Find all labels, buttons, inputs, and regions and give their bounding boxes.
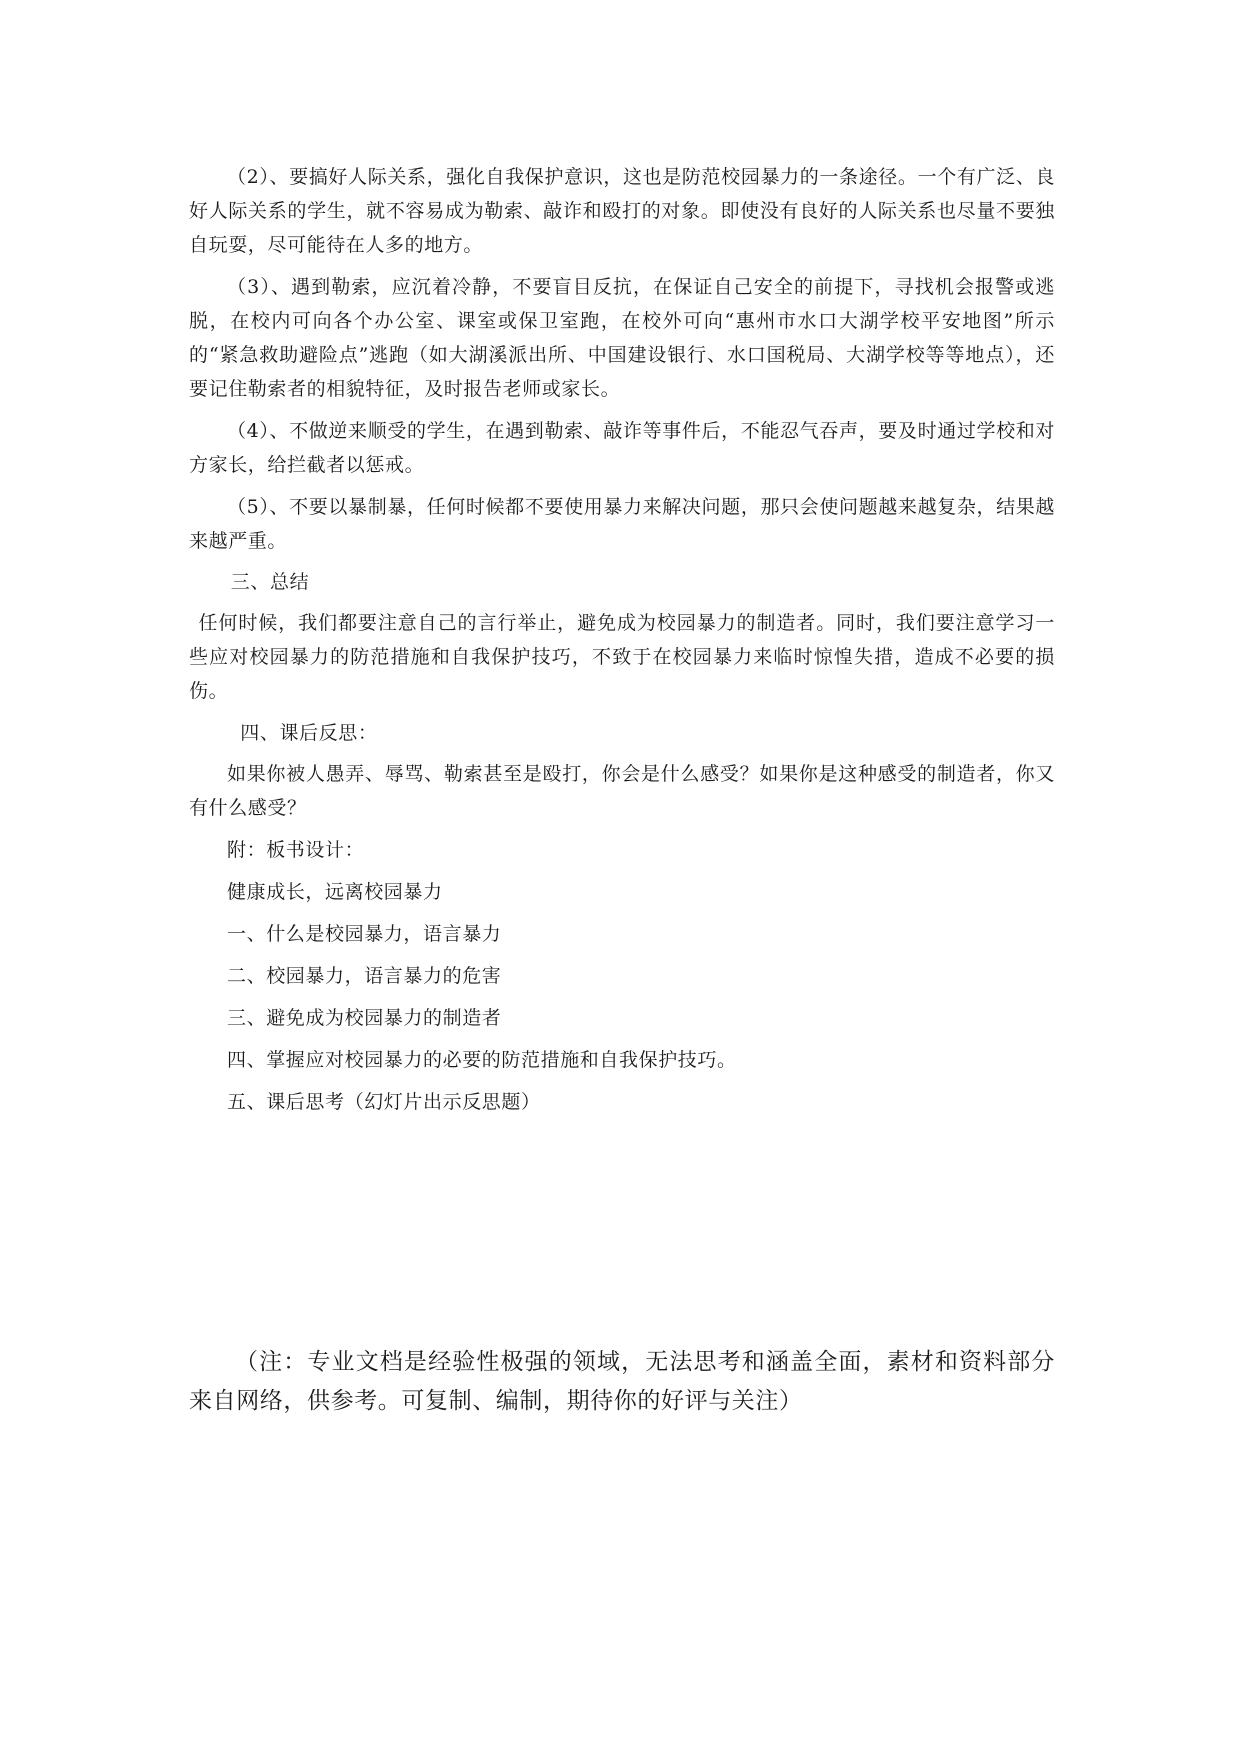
section-3-text: 任何时候，我们都要注意自己的言行举止，避免成为校园暴力的制造者。同时，我们要注意学习一些应对校园暴力的防范措施和自我保护技巧，不致于在校园暴力来临时惊惶失措，造成不必要的损伤。 — [189, 612, 1055, 702]
appendix-item-1: 一、什么是校园暴力，语言暴力 — [227, 923, 502, 945]
section-3-heading: 三、总结 — [230, 571, 310, 593]
appendix-item-5: 五、课后思考（幻灯片出示反思题） — [227, 1091, 541, 1113]
disclaimer-note: （注：专业文档是经验性极强的领域，无法思考和涵盖全面，素材和资料部分来自网络，供参考。可复制、编制，期待你的好评与关注） — [189, 1349, 1055, 1414]
section-4-heading: 四、课后反思： — [240, 722, 378, 744]
section-4-text: 如果你被人愚弄、辱骂、勒索甚至是殴打，你会是什么感受？如果你是这种感受的制造者，你又有什么感受？ — [189, 763, 1055, 819]
appendix-item-3: 三、避免成为校园暴力的制造者 — [227, 1007, 502, 1029]
paragraph-item-5: （5）、不要以暴制暴，任何时候都不要使用暴力来解决问题，那只会使问题越来越复杂，结果越来越严重。 — [189, 496, 1055, 552]
appendix-heading: 附：板书设计： — [227, 839, 365, 861]
paragraph-item-3: （3）、遇到勒索，应沉着冷静，不要盲目反抗，在保证自己安全的前提下，寻找机会报警或逃脱，在校内可向各个办公室、课室或保卫室跑，在校外可向“惠州市水口大湖学校平安地图”所示的“紧急救助避险点”逃跑（如大湖溪派出所、中国建设银行、水口国税局、大湖学校等等地点），还要记住勒索者的相貌特征，及时报告老师或家长。 — [189, 276, 1055, 400]
appendix-item-2: 二、校园暴力，语言暴力的危害 — [227, 965, 502, 987]
appendix-item-4: 四、掌握应对校园暴力的必要的防范措施和自我保护技巧。 — [227, 1049, 737, 1071]
appendix-title: 健康成长，远离校园暴力 — [227, 881, 443, 903]
paragraph-item-4: （4）、不做逆来顺受的学生，在遇到勒索、敲诈等事件后，不能忍气吞声，要及时通过学校和对方家长，给拦截者以惩戒。 — [189, 420, 1055, 476]
document-body — [189, 160, 1055, 1127]
paragraph-item-2: （2）、要搞好人际关系，强化自我保护意识，这也是防范校园暴力的一条途径。一个有广泛、良好人际关系的学生，就不容易成为勒索、敲诈和殴打的对象。即使没有良好的人际关系也尽量不要独自玩耍，尽可能待在人多的地方。 — [189, 166, 1055, 256]
